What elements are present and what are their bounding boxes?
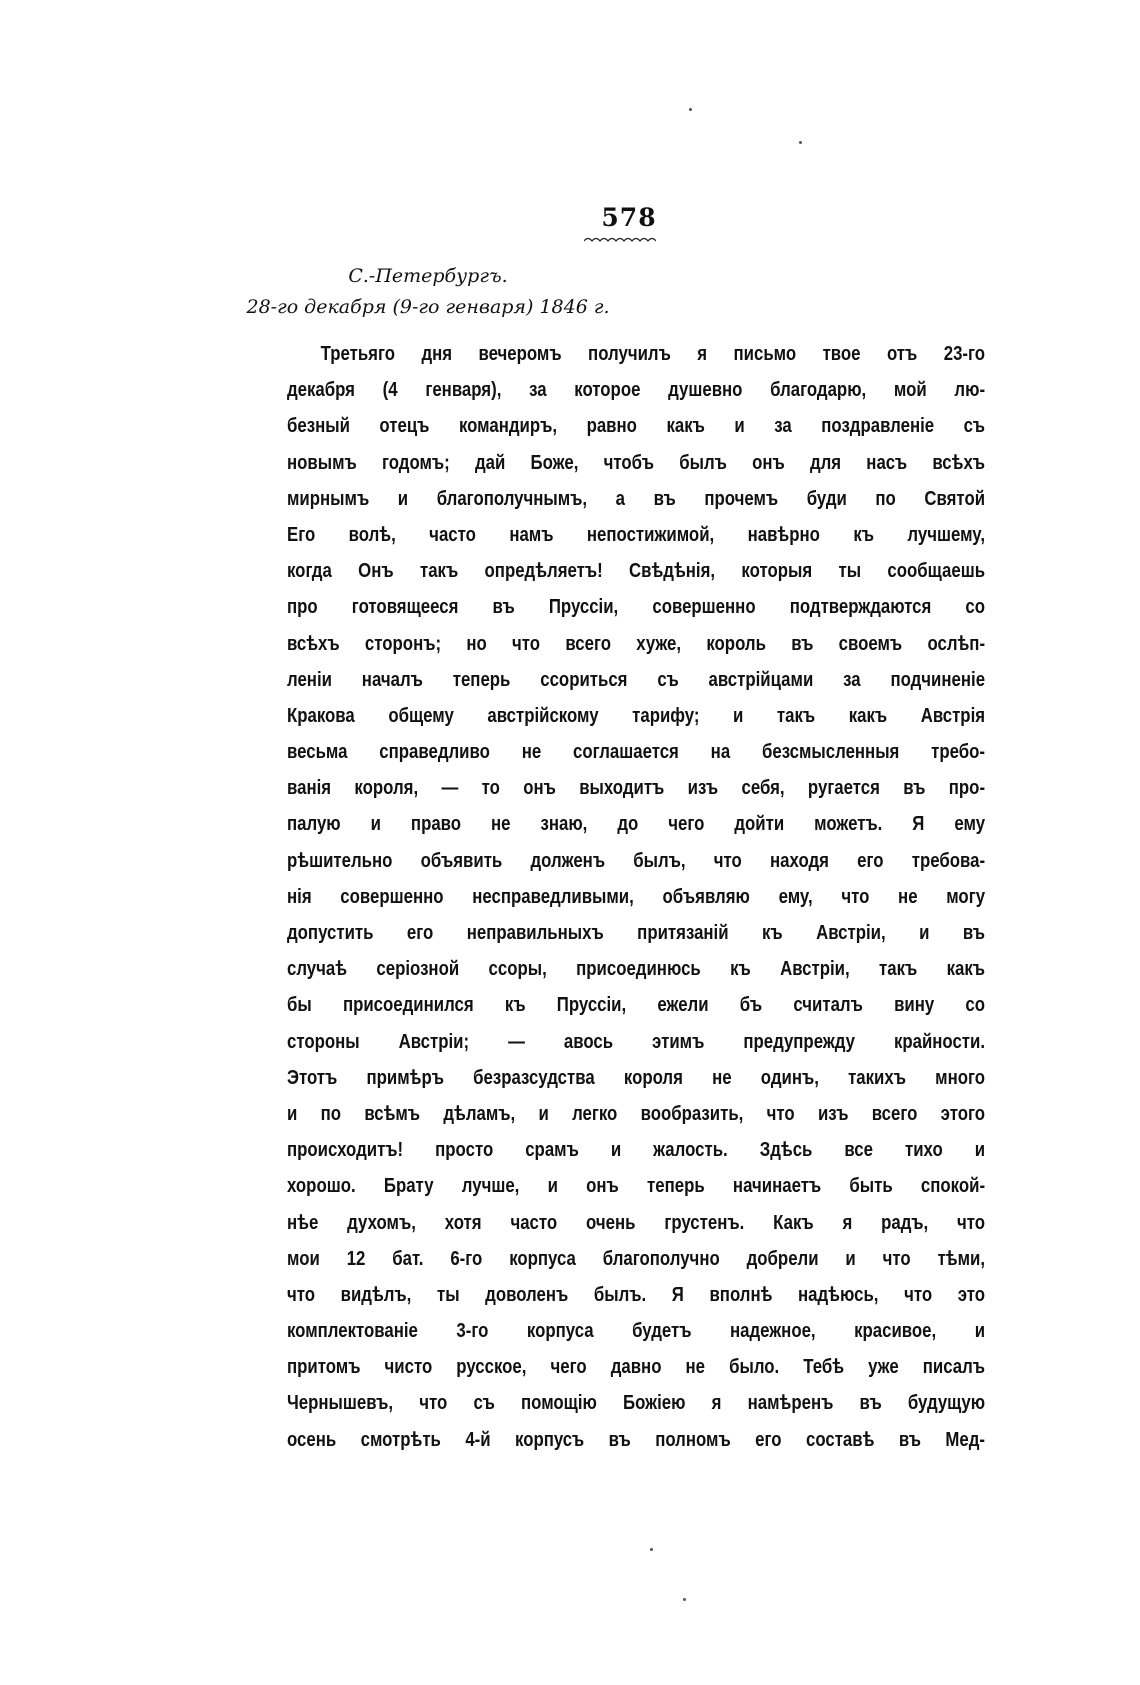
- print-speck: [650, 1548, 653, 1551]
- letter-place: С.-Петербургъ.: [348, 265, 508, 287]
- text-line: всѣхъ сторонъ; но что всего хуже, король въ своемъ ослѣп-: [287, 632, 986, 655]
- text-line: рѣшительно объявить долженъ былъ, что находя его требова-: [287, 849, 986, 872]
- text-line: притомъ чисто русское, чего давно не было. Тебѣ уже писалъ: [287, 1356, 986, 1379]
- text-line: что видѣлъ, ты доволенъ былъ. Я вполнѣ надѣюсь, что это: [287, 1283, 986, 1306]
- text-line: леніи началъ теперь ссориться съ австрійцами за подчиненіе: [287, 668, 986, 691]
- text-line: осень смотрѣть 4-й корпусъ въ полномъ его составѣ въ Мед-: [287, 1428, 986, 1451]
- text-line: безный отецъ командиръ, равно какъ и за поздравленіе съ: [287, 415, 986, 438]
- text-line: ванія короля, — то онъ выходитъ изъ себя, ругается въ про-: [287, 777, 986, 800]
- text-line: бы присоединился къ Пруссіи, ежели бъ считалъ вину со: [287, 994, 986, 1017]
- text-line: Этотъ примѣръ безразсудства короля не одинъ, такихъ много: [287, 1066, 986, 1089]
- text-line: весьма справедливо не соглашается на безсмысленныя требо-: [287, 741, 986, 764]
- text-line: нія совершенно несправедливыми, объявляю ему, что не могу: [287, 885, 986, 908]
- text-line: комплектованіе 3-го корпуса будетъ надежное, красивое, и: [287, 1320, 986, 1343]
- ornament-divider: [584, 235, 656, 245]
- text-line: случаѣ серіозной ссоры, присоединюсь къ Австріи, такъ какъ: [287, 958, 986, 981]
- text-line: декабря (4 генваря), за которое душевно благодарю, мой лю-: [287, 379, 986, 402]
- print-speck: [683, 1598, 686, 1601]
- page-number: 578: [601, 203, 657, 232]
- text-line: Третьяго дня вечеромъ получилъ я письмо твое отъ 23-го: [320, 343, 986, 365]
- text-line: и по всѣмъ дѣламъ, и легко вообразить, что изъ всего этого: [287, 1102, 986, 1125]
- text-line: допустить его неправильныхъ притязаній къ Австріи, и въ: [287, 922, 986, 944]
- text-line: Кракова общему австрійскому тарифу; и такъ какъ Австрія: [287, 704, 986, 727]
- print-speck: [799, 141, 802, 144]
- text-line: происходитъ! просто срамъ и жалость. Здѣсь все тихо и: [287, 1139, 986, 1162]
- text-line: когда Онъ такъ опредѣляетъ! Свѣдѣнія, которыя ты сообщаешь: [287, 560, 986, 583]
- text-line: про готовящееся въ Пруссіи, совершенно подтверждаются со: [287, 596, 986, 619]
- text-line: Чернышевъ, что съ помощію Божіею я намѣренъ въ будущую: [287, 1392, 986, 1415]
- letter-date: 28-го декабря (9-го генваря) 1846 г.: [246, 296, 610, 318]
- text-line: новымъ годомъ; дай Боже, чтобъ былъ онъ для насъ всѣхъ: [287, 451, 986, 474]
- text-line: мирнымъ и благополучнымъ, а въ прочемъ буди по Святой: [287, 487, 986, 510]
- text-line: хорошо. Брату лучше, и онъ теперь начинаетъ быть спокой-: [287, 1175, 986, 1198]
- print-speck: [689, 108, 692, 111]
- text-line: Его волѣ, часто намъ непостижимой, навѣрно къ лучшему,: [287, 523, 986, 546]
- text-line: мои 12 бат. 6-го корпуса благополучно добрели и что тѣми,: [287, 1247, 986, 1270]
- text-line: нѣе духомъ, хотя часто очень грустенъ. Какъ я радъ, что: [287, 1211, 986, 1234]
- text-line: стороны Австріи; — авось этимъ предупрежду крайности.: [287, 1030, 986, 1053]
- text-line: палую и право не знаю, до чего дойти можетъ. Я ему: [287, 813, 986, 836]
- letter-body: [287, 336, 985, 1458]
